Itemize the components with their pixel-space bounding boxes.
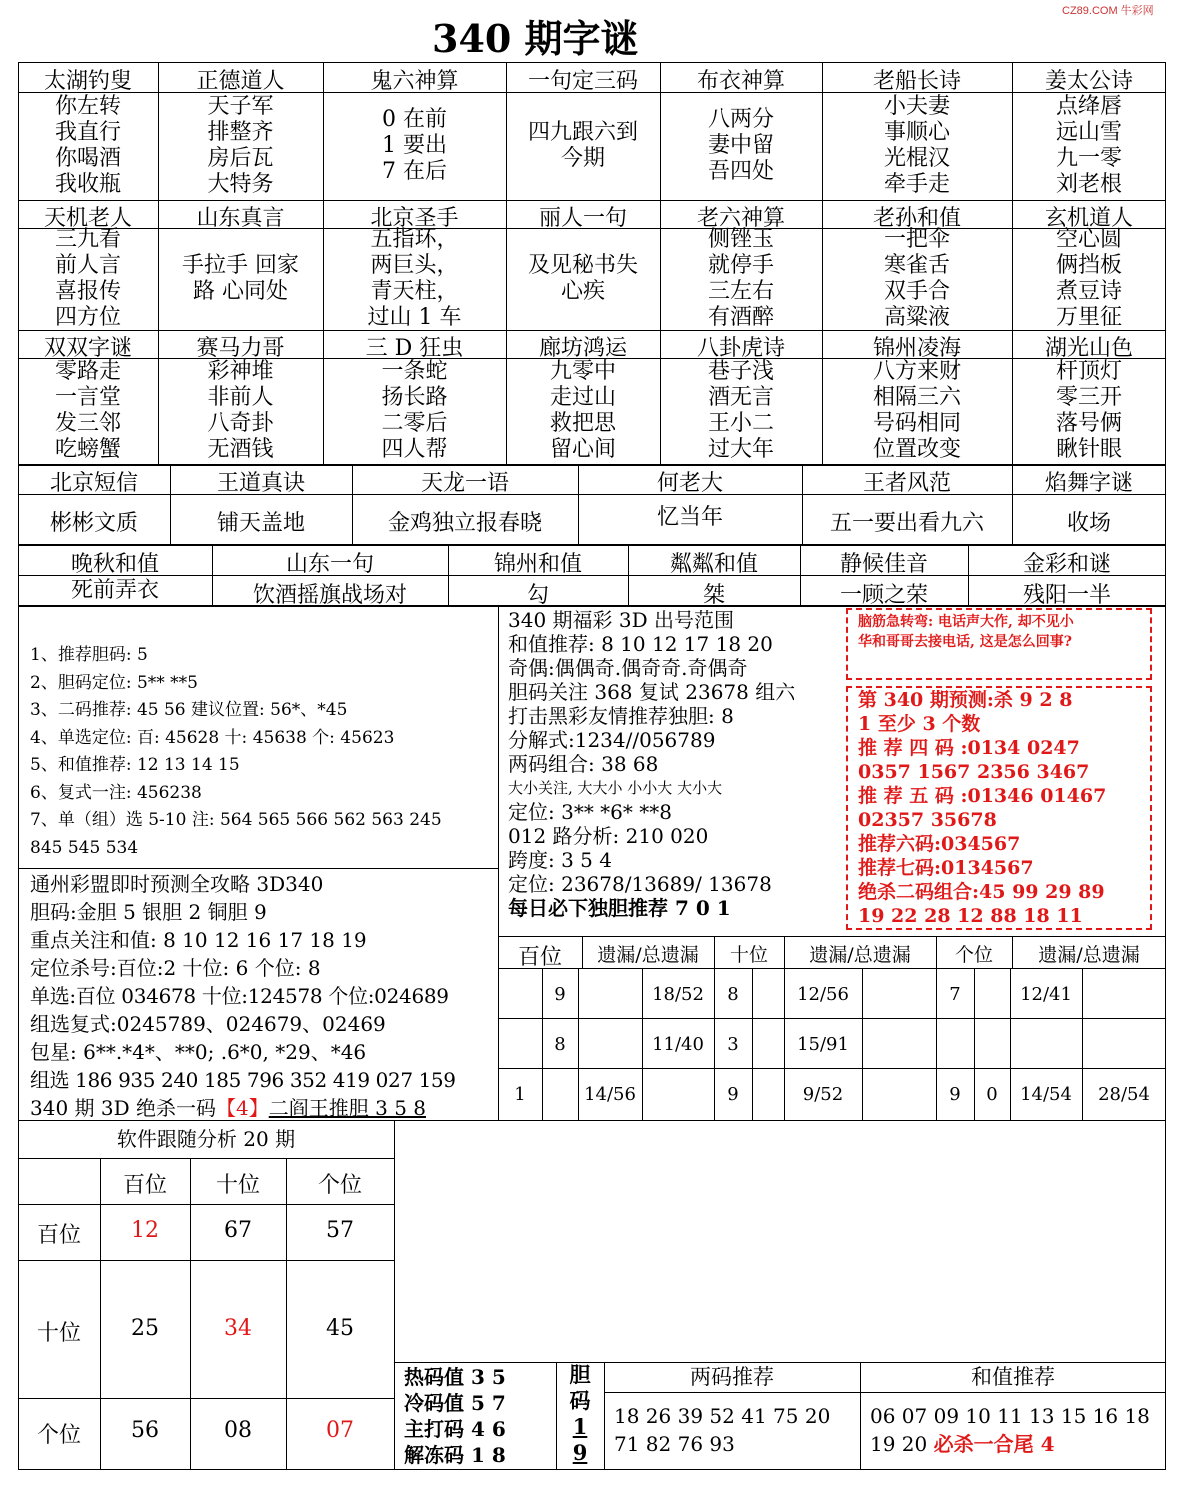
grid3-header: 廊坊鸿运 xyxy=(538,336,627,361)
list-item: 6、复式一注: 456238 xyxy=(30,782,202,803)
hot-cold-block xyxy=(404,1364,506,1468)
tongzhou-last-line: 340 期 3D 绝杀一码【4】二阎王推胆 3 5 8 xyxy=(30,1096,426,1120)
prediction-text: 第 340 期预测:杀 9 2 8 1 至少 3 个数 推 荐 四 码 :0134 0247 0357 1567 2356 3467 推 荐 五 码 :01346 01467 02357 35678 推荐六码:034567 推荐七码:0134567 绝杀二码组合:45 99 29 89 19 22 28 12 88 18 11 xyxy=(858,689,1107,927)
range-block xyxy=(508,608,795,920)
list-item: 1、推荐胆码: 5 xyxy=(30,645,148,665)
omission-cell: 9 xyxy=(949,1084,961,1105)
omission-cell: 7 xyxy=(949,984,961,1005)
omission-cell: 28/54 xyxy=(1098,1084,1150,1105)
tongzhou-line: 通州彩盟即时预测全攻略 3D340 xyxy=(30,872,324,896)
grid5-header: 静候佳音 xyxy=(839,552,928,577)
omission-header: 遗漏/总遗漏 xyxy=(809,944,911,966)
page-title: 340 期字谜 xyxy=(432,16,639,61)
tongzhou-line: 定位杀号:百位:2 十位: 6 个位: 8 xyxy=(30,956,321,980)
grid2-cell: 侧锉玉 就停手 三左右 有酒醉 xyxy=(707,227,774,330)
grid3-cell: 零路走 一言堂 发三邻 吃螃蟹 xyxy=(54,359,121,462)
omission-cell: 9 xyxy=(727,1084,739,1105)
software-col-header: 百位 xyxy=(122,1173,167,1198)
software-row-label: 个位 xyxy=(36,1423,81,1448)
grid5-header: 锦州和值 xyxy=(493,552,582,577)
grid4-header: 焰舞字谜 xyxy=(1044,471,1133,496)
omission-cell: 0 xyxy=(986,1084,998,1105)
grid5-value: 饮酒摇旗战场对 xyxy=(252,583,407,608)
grid2-cell: 空心圆 俩挡板 煮豆诗 万里征 xyxy=(1055,227,1122,330)
range-line: 打击黑彩友情推荐独胆: 8 xyxy=(508,704,734,728)
omission-cell: 15/91 xyxy=(797,1034,849,1055)
grid4-header: 王道真诀 xyxy=(216,471,305,496)
list-item: 2、胆码定位: 5** **5 xyxy=(30,672,198,693)
software-col-header: 十位 xyxy=(215,1173,260,1198)
grid4-value: 忆当年 xyxy=(656,505,723,530)
list-item: 4、单选定位: 百: 45628 十: 45638 个: 45623 xyxy=(30,727,395,748)
grid1-cell: 八两分 妻中留 吾四处 xyxy=(707,107,774,184)
brain-teaser-text: 脑筋急转弯: 电话声大作, 却不见小 华和哥哥去接电话, 这是怎么回事? xyxy=(858,614,1074,650)
grid2-header: 丽人一句 xyxy=(538,206,627,231)
omission-cell: 18/52 xyxy=(652,984,704,1005)
grid4-header: 北京短信 xyxy=(49,471,138,496)
software-cell: 56 xyxy=(131,1418,159,1443)
grid1-cell: 四九跟六到 今期 xyxy=(527,120,638,171)
grid3-header: 赛马力哥 xyxy=(196,336,285,361)
grid3-cell: 一条蛇 扬长路 二零后 四人帮 xyxy=(381,359,448,462)
two-code-values: 18 26 39 52 41 75 20 71 82 76 93 xyxy=(614,1404,831,1456)
grid4-value: 五一要出看九六 xyxy=(829,511,984,536)
omission-header: 遗漏/总遗漏 xyxy=(1038,944,1140,966)
tongzhou-line: 重点关注和值: 8 10 12 16 17 18 19 xyxy=(30,928,367,952)
range-line: 分解式:1234//056789 xyxy=(508,728,716,752)
grid3-cell: 杆顶灯 零三开 落号俩 瞅针眼 xyxy=(1055,359,1122,462)
grid1-cell: 天子军 排整齐 房后瓦 大特务 xyxy=(207,94,274,197)
omission-header: 个位 xyxy=(954,944,993,966)
software-col-header: 个位 xyxy=(317,1173,362,1198)
tongzhou-line: 单选:百位 034678 十位:124578 个位:024689 xyxy=(30,984,449,1008)
grid4-value: 铺天盖地 xyxy=(216,511,305,536)
grid3-cell: 巷子浅 酒无言 王小二 过大年 xyxy=(707,359,774,462)
range-line: 012 路分析: 210 020 xyxy=(508,824,709,848)
grid2-header: 山东真言 xyxy=(196,206,285,231)
omission-cell: 8 xyxy=(554,1034,566,1055)
grid5-value: 死前弄衣 xyxy=(70,578,159,603)
omission-header: 百位 xyxy=(517,945,562,970)
site-mark: CZ89.COM 牛彩网 xyxy=(1062,5,1154,17)
grid3-header: 锦州凌海 xyxy=(872,336,961,361)
grid5-value: 残阳一半 xyxy=(1022,583,1111,608)
grid5-header: 粼粼和值 xyxy=(669,552,758,577)
grid2-header: 北京圣手 xyxy=(370,206,459,231)
range-small: 大小关注, 大大小 小小大 大小大 xyxy=(508,779,723,797)
tongzhou-line: 组选 186 935 240 185 796 352 419 027 159 xyxy=(30,1068,456,1092)
grid1-header: 鬼六神算 xyxy=(370,69,459,94)
omission-cell: 3 xyxy=(727,1034,739,1055)
grid2-header: 天机老人 xyxy=(43,206,132,231)
grid1-header: 一句定三码 xyxy=(527,69,638,94)
grid2-header: 老孙和值 xyxy=(872,206,961,231)
grid1-header: 正德道人 xyxy=(196,69,285,94)
software-row-label: 十位 xyxy=(36,1321,81,1346)
grid5-value: 一顾之荣 xyxy=(839,583,928,608)
tongzhou-block xyxy=(30,870,456,1122)
omission-cell: 12/41 xyxy=(1020,984,1072,1005)
grid5-header: 晚秋和值 xyxy=(70,552,159,577)
grid5-value: 桀 xyxy=(702,583,725,608)
grid3-cell: 彩神堆 非前人 八奇卦 无酒钱 xyxy=(207,359,274,462)
software-cell: 25 xyxy=(131,1316,159,1341)
grid5-header: 金彩和谜 xyxy=(1022,552,1111,577)
grid3-header: 八卦虎诗 xyxy=(696,336,785,361)
grid1-cell: 你左转 我直行 你喝酒 我收瓶 xyxy=(54,94,121,197)
list-item: 5、和值推荐: 12 13 14 15 xyxy=(30,755,240,775)
grid2-cell: 五指环， 两巨头， 青天柱， 过山 1 车 xyxy=(367,227,462,330)
grid5-header: 山东一句 xyxy=(285,552,374,577)
grid4-header: 何老大 xyxy=(656,471,723,496)
grid3-header: 湖光山色 xyxy=(1044,336,1133,361)
grid4-value: 收场 xyxy=(1066,511,1111,536)
tongzhou-line: 包星: 6**.*4*、**0; .6*0, *29、*46 xyxy=(30,1040,367,1064)
grid1-header: 姜太公诗 xyxy=(1044,69,1133,94)
grid2-header: 老六神算 xyxy=(696,206,785,231)
grid5-value: 勾 xyxy=(526,583,549,608)
range-line: 定位: 23678/13689/ 13678 xyxy=(508,872,772,896)
software-row-label: 百位 xyxy=(36,1223,81,1248)
recommend-list xyxy=(30,642,442,862)
omission-cell: 9/52 xyxy=(802,1084,844,1105)
software-cell: 57 xyxy=(326,1218,354,1243)
omission-cell: 14/54 xyxy=(1020,1084,1072,1105)
omission-cell: 14/56 xyxy=(584,1084,636,1105)
omission-cell: 9 xyxy=(554,984,566,1005)
list-item: 845 545 534 xyxy=(30,837,139,858)
grid1-cell: 点绛唇 远山雪 九一零 刘老根 xyxy=(1055,94,1122,197)
grid3-cell: 九零中 走过山 救把思 留心间 xyxy=(549,359,616,462)
omission-cell: 1 xyxy=(514,1084,526,1105)
list-item: 3、二码推荐: 45 56 建议位置: 56*、*45 xyxy=(30,700,348,720)
grid4-header: 王者风范 xyxy=(862,471,951,496)
list-item: 7、单（组）选 5-10 注: 564 565 566 562 563 245 xyxy=(30,810,442,830)
main-code: 主打码 4 6 xyxy=(404,1417,506,1441)
omission-cell: 8 xyxy=(727,984,739,1005)
grid2-cell: 手拉手 回家 路 心同处 xyxy=(182,253,299,304)
two-code-header: 两码推荐 xyxy=(690,1365,774,1389)
grid1-cell: 小夫妻 事顺心 光棍汉 牵手走 xyxy=(883,94,950,197)
range-line: 两码组合: 38 68 xyxy=(508,752,659,776)
cold-code: 冷码值 5 7 xyxy=(404,1391,506,1415)
grid3-cell: 八方来财 相隔三六 号码相同 位置改变 xyxy=(872,359,961,462)
grid4-header: 天龙一语 xyxy=(420,471,509,496)
sum-values: 06 07 09 10 11 13 15 16 18 19 20 必杀一合尾 4 xyxy=(870,1404,1150,1456)
kill-one-code: 【4】 xyxy=(216,1096,269,1120)
dan-code-block: 胆 码 1 9 xyxy=(569,1362,591,1465)
software-cell: 07 xyxy=(326,1418,354,1443)
software-cell: 12 xyxy=(131,1218,159,1243)
thaw-code: 解冻码 1 8 xyxy=(404,1443,506,1467)
kill-tail: 必杀一合尾 4 xyxy=(933,1432,1055,1456)
hot-code: 热码值 3 5 xyxy=(404,1365,506,1389)
sum-header: 和值推荐 xyxy=(971,1365,1055,1389)
range-line: 胆码关注 368 复试 23678 组六 xyxy=(508,680,796,704)
range-line: 定位: 3** *6* **8 xyxy=(508,800,672,824)
grid1-cell: 0 在前 1 要出 7 在后 xyxy=(382,107,447,184)
grid2-cell: 及见秘书失 心疾 xyxy=(527,253,638,304)
range-title: 340 期福彩 3D 出号范围 xyxy=(508,608,735,632)
grid2-header: 玄机道人 xyxy=(1044,206,1133,231)
software-title: 软件跟随分析 20 期 xyxy=(116,1127,296,1151)
tongzhou-line: 胆码:金胆 5 银胆 2 铜胆 9 xyxy=(30,900,267,924)
omission-header: 十位 xyxy=(729,944,768,966)
grid2-cell: 三九看 前人言 喜报传 四方位 xyxy=(54,227,121,330)
tongzhou-line: 组选复式:0245789、024679、02469 xyxy=(30,1012,386,1036)
range-line: 跨度: 3 5 4 xyxy=(508,848,612,872)
grid1-header: 老船长诗 xyxy=(872,69,961,94)
software-cell: 67 xyxy=(224,1218,252,1243)
software-cell: 08 xyxy=(224,1418,252,1443)
omission-header: 遗漏/总遗漏 xyxy=(597,944,699,966)
range-line: 奇偶:偶偶奇.偶奇奇.奇偶奇 xyxy=(508,656,748,680)
grid3-header: 双双字谜 xyxy=(43,336,132,361)
range-line: 和值推荐: 8 10 12 17 18 20 xyxy=(508,632,773,656)
grid4-value: 彬彬文质 xyxy=(49,511,138,536)
grid1-header: 布衣神算 xyxy=(696,69,785,94)
omission-cell: 12/56 xyxy=(797,984,849,1005)
omission-cell: 11/40 xyxy=(652,1034,704,1055)
daily-dan: 每日必下独胆推荐 7 0 1 xyxy=(508,896,731,920)
grid1-header: 太湖钓叟 xyxy=(43,69,132,94)
grid4-value: 金鸡独立报春晓 xyxy=(387,511,542,536)
grid3-header: 三 D 狂虫 xyxy=(365,336,464,361)
software-cell: 34 xyxy=(224,1316,252,1341)
software-cell: 45 xyxy=(326,1316,354,1341)
grid2-cell: 一把伞 寒雀舌 双手合 高粱液 xyxy=(883,227,950,330)
